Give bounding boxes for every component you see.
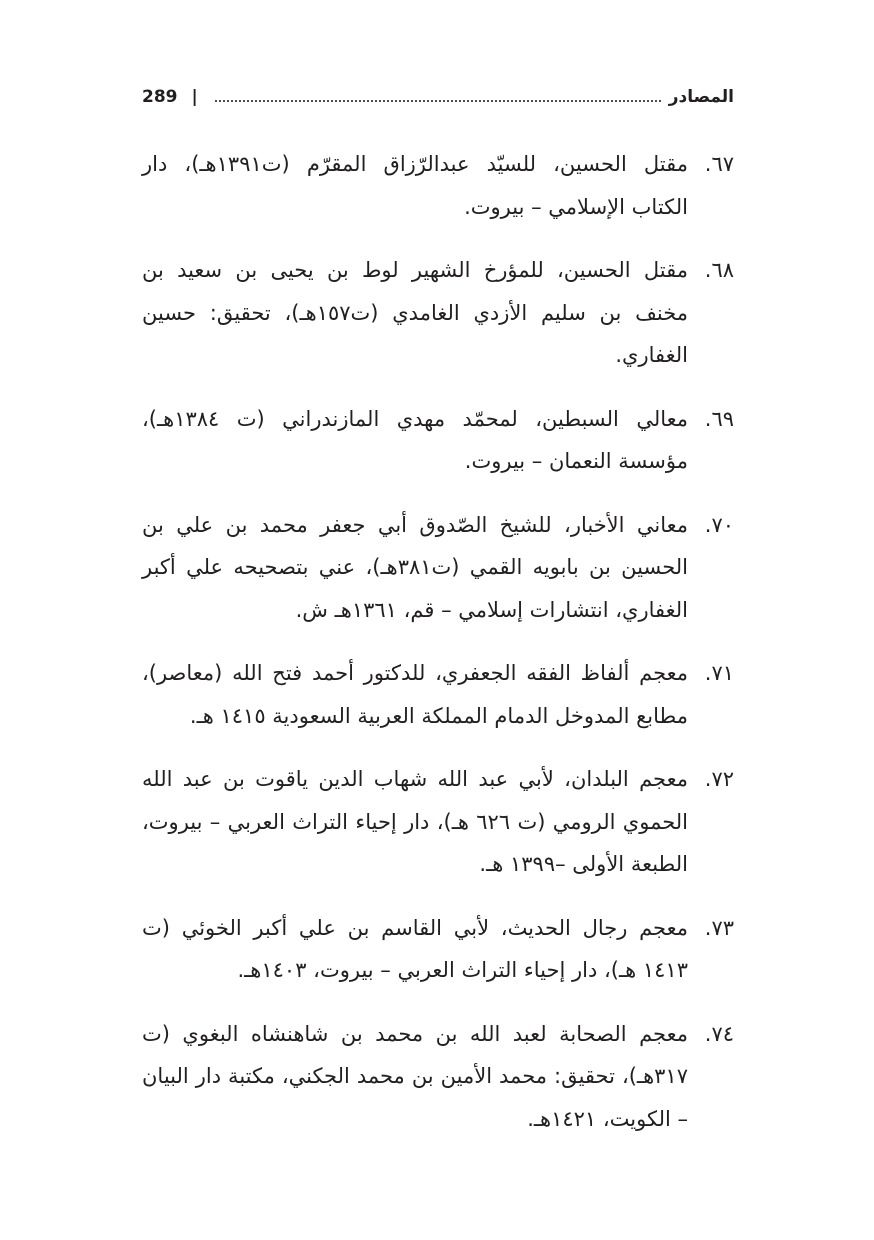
entry-text: مقتل الحسين، للمؤرخ الشهير لوط بن يحيى بن سعيد بن مخنف بن سليم الأزدي الغامدي (ت١٥٧هـ)، تحقيق: حسين الغفاري. — [142, 258, 688, 367]
entry-text: معجم ألفاظ الفقه الجعفري، للدكتور أحمد فتح الله (معاصر)، مطابع المدوخل الدمام المملكة العربية السعودية ١٤١٥ هـ. — [142, 661, 688, 728]
bibliography-entry — [142, 907, 734, 992]
entry-text: معجم البلدان، لأبي عبد الله شهاب الدين ياقوت بن عبد الله الحموي الرومي (ت ٦٢٦ هـ)، دار إحياء التراث العربي – بيروت، الطبعة الأولى –١٣٩٩ هـ. — [142, 767, 689, 876]
entry-text: مقتل الحسين، للسيّد عبدالرّزاق المقرّم (ت١٣٩١هـ)، دار الكتاب الإسلامي – بيروت. — [142, 152, 688, 219]
entry-number: ٧٠. — [704, 512, 734, 537]
bibliography-entry — [142, 652, 734, 737]
entry-text: معالي السبطين، لمحمّد مهدي المازندراني (ت ١٣٨٤هـ)، مؤسسة النعمان – بيروت. — [142, 406, 688, 473]
header-separator: | — [191, 87, 198, 107]
entry-number: ٦٩. — [704, 406, 734, 431]
section-title: المصادر — [668, 87, 734, 107]
bibliography-list — [142, 143, 734, 1161]
bibliography-entry — [142, 398, 734, 483]
bibliography-entry — [142, 504, 734, 632]
entry-text: معجم رجال الحديث، لأبي القاسم بن علي أكبر الخوئي (ت ١٤١٣ هـ)، دار إحياء التراث العربي – بيروت، ١٤٠٣هـ. — [142, 915, 688, 982]
bibliography-entry — [142, 1013, 734, 1141]
bibliography-entry — [142, 758, 734, 886]
entry-number: ٦٨. — [704, 258, 734, 282]
dotted-leader — [214, 100, 663, 102]
entry-number: ٧٤. — [704, 1021, 734, 1046]
bibliography-entry — [142, 249, 734, 377]
entry-number: ٧٢. — [704, 767, 734, 791]
entry-text: معجم الصحابة لعبد الله بن محمد بن شاهنشاه البغوي (ت ٣١٧هـ)، تحقيق: محمد الأمين بن محمد الجكني، مكتبة دار البيان – الكويت، ١٤٢١هـ. — [142, 1021, 688, 1131]
entry-number: ٦٧. — [704, 152, 734, 176]
bibliography-entry — [142, 143, 734, 228]
page-number: 289 — [142, 87, 178, 107]
entry-number: ٧١. — [704, 661, 734, 685]
entry-text: معاني الأخبار، للشيخ الصّدوق أبي جعفر محمد بن علي بن الحسين بن بابويه القمي (ت٣٨١هـ)، عني بتصحيحه علي أكبر الغفاري، انتشارات إسلامي – قم، ١٣٦١هـ ش. — [142, 512, 688, 622]
entry-number: ٧٣. — [704, 915, 734, 940]
running-header — [142, 84, 734, 110]
